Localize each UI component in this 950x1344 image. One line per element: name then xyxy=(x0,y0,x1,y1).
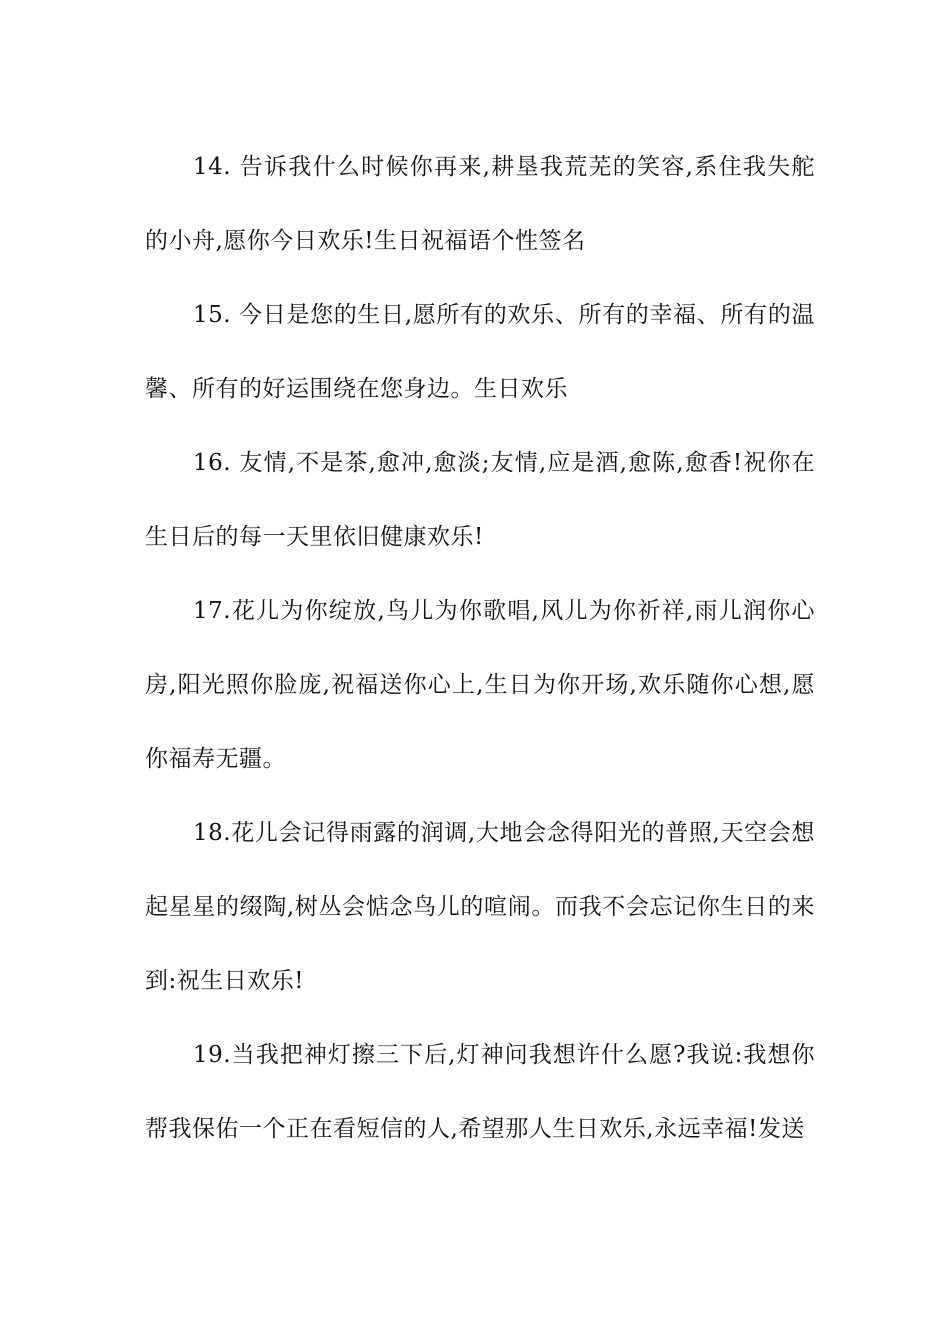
paragraph-16: 16. 友情,不是茶,愈冲,愈淡;友情,应是酒,愈陈,愈香!祝你在生日后的每一天里依旧健康欢乐! xyxy=(145,450,815,550)
paragraph-19: 19.当我把神灯擦三下后,灯神问我想许什么愿?我说:我想你帮我保佑一个正在看短信的人,希望那人生日欢乐,永远幸福!发送 xyxy=(145,1042,815,1142)
document-body xyxy=(145,130,815,1166)
paragraph-15: 15. 今日是您的生日,愿所有的欢乐、所有的幸福、所有的温馨、所有的好运围绕在您身边。生日欢乐 xyxy=(145,302,815,402)
paragraph-17: 17.花儿为你绽放,鸟儿为你歌唱,风儿为你祈祥,雨儿润你心房,阳光照你脸庞,祝福送你心上,生日为你开场,欢乐随你心想,愿你福寿无疆。 xyxy=(145,598,815,772)
paragraph-18: 18.花儿会记得雨露的润调,大地会念得阳光的普照,天空会想起星星的缀陶,树丛会惦念鸟儿的喧闹。而我不会忘记你生日的来到:祝生日欢乐! xyxy=(145,820,815,994)
paragraph-14: 14. 告诉我什么时候你再来,耕垦我荒芜的笑容,系住我失舵的小舟,愿你今日欢乐!生日祝福语个性签名 xyxy=(145,154,815,254)
